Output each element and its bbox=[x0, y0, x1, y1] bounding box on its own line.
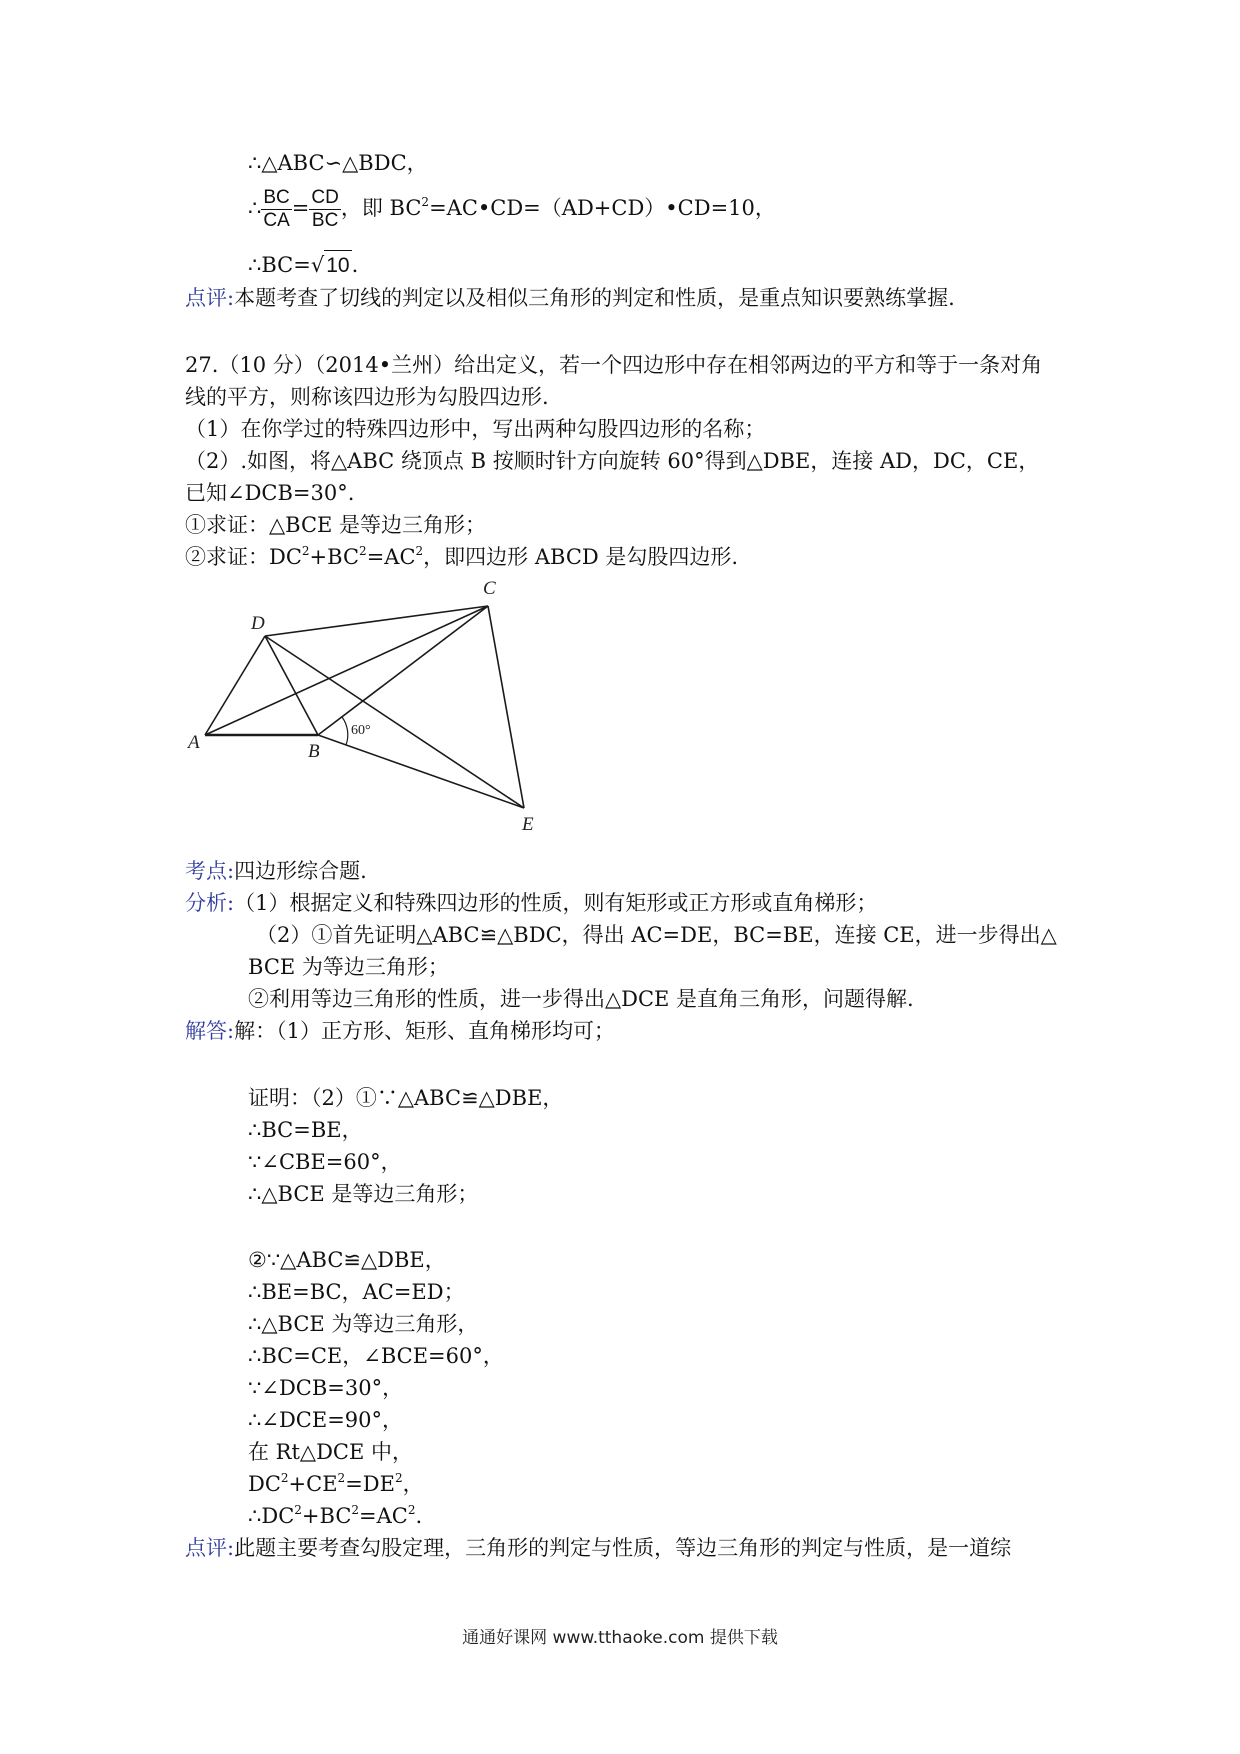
answer-line bbox=[185, 1016, 615, 1046]
task2-text: ②求证：DC bbox=[185, 545, 302, 569]
fraction-numerator: CD bbox=[311, 187, 339, 208]
bc-prefix: ∴BC=√ bbox=[248, 253, 325, 277]
problem-line-2: 线的平方，则称该四边形为勾股四边形. bbox=[185, 385, 549, 409]
fraction-bc-ca bbox=[261, 187, 291, 232]
problem-part-2: （2）.如图，将△ABC 绕顶点 B 按顺时针方向旋转 60°得到△DBE，连接 AD，DC，CE， bbox=[185, 449, 1040, 473]
therefore-symbol: ∴ bbox=[248, 196, 262, 220]
fraction-cd-bc bbox=[309, 187, 340, 232]
eq-part: ∴DC bbox=[248, 1504, 295, 1528]
problem-task-1: ①求证：△BCE 是等边三角形； bbox=[185, 513, 487, 537]
task2-text: =AC bbox=[366, 545, 416, 569]
ratio-text-rest: =AC•CD=（AD+CD）•CD=10， bbox=[429, 196, 776, 220]
eq-part: =DE bbox=[345, 1472, 395, 1496]
label-point-e: E bbox=[522, 814, 534, 830]
fraction-numerator: BC bbox=[263, 187, 290, 208]
angle-label: 60° bbox=[351, 723, 371, 738]
eq-part: DC bbox=[248, 1472, 281, 1496]
solution-line: 在 Rt△DCE 中， bbox=[248, 1440, 413, 1464]
label-point-c: C bbox=[483, 578, 496, 599]
segment-be bbox=[318, 735, 524, 808]
eq-part: ， bbox=[402, 1472, 424, 1496]
eq-part: +BC bbox=[301, 1504, 352, 1528]
geometry-figure bbox=[180, 570, 560, 830]
solution-line: ∴∠DCE=90°， bbox=[248, 1408, 404, 1432]
review-label: 点评: bbox=[185, 286, 235, 310]
superscript: 2 bbox=[337, 1471, 346, 1485]
superscript: 2 bbox=[394, 1471, 403, 1485]
answer-label: 解答: bbox=[185, 1019, 235, 1043]
segment-ad bbox=[205, 636, 265, 735]
solution-line-conclusion bbox=[248, 1501, 422, 1531]
review-line-2 bbox=[185, 1533, 1011, 1563]
period: . bbox=[351, 253, 359, 277]
topic-text: 四边形综合题. bbox=[234, 859, 367, 883]
solution-line: ∵∠CBE=60°， bbox=[248, 1150, 402, 1174]
proof-line-similar: ∴△ABC∽△BDC， bbox=[248, 151, 428, 175]
superscript: 2 bbox=[359, 544, 367, 558]
task2-text: ，即四边形 ABCD 是勾股四边形. bbox=[423, 545, 739, 569]
segment-ce bbox=[488, 606, 524, 808]
segment-de bbox=[265, 636, 524, 808]
superscript: 2 bbox=[294, 1503, 302, 1517]
analysis-label: 分析: bbox=[185, 891, 235, 915]
solution-line: 证明：（2）①∵△ABC≌△DBE， bbox=[248, 1086, 564, 1110]
solution-line: ∴△BCE 为等边三角形， bbox=[248, 1312, 479, 1336]
analysis-line-3: BCE 为等边三角形； bbox=[248, 955, 449, 979]
analysis-line-4: ②利用等边三角形的性质，进一步得出△DCE 是直角三角形，问题得解. bbox=[248, 987, 914, 1011]
superscript: 2 bbox=[415, 544, 424, 558]
superscript: 2 bbox=[280, 1471, 289, 1485]
proof-line-bc-value bbox=[248, 250, 358, 281]
superscript: 2 bbox=[301, 544, 310, 558]
superscript: 2 bbox=[421, 195, 430, 209]
solution-line: ∴BE=BC，AC=ED； bbox=[248, 1280, 465, 1304]
solution-line: ∴BC=CE，∠BCE=60°， bbox=[248, 1344, 504, 1368]
fraction-denominator: BC bbox=[311, 210, 339, 231]
eq-part: +CE bbox=[288, 1472, 338, 1496]
segment-db bbox=[265, 636, 318, 735]
problem-given: 已知∠DCB=30°. bbox=[185, 481, 355, 505]
superscript: 2 bbox=[351, 1503, 360, 1517]
review-label: 点评: bbox=[185, 1536, 235, 1560]
solution-line-pythagoras bbox=[248, 1469, 424, 1499]
eq-part: . bbox=[415, 1504, 423, 1528]
superscript: 2 bbox=[407, 1503, 416, 1517]
angle-arc bbox=[342, 717, 348, 745]
analysis-line-2: （2）①首先证明△ABC≌△BDC，得出 AC=DE，BC=BE，连接 CE，进一步得出△ bbox=[256, 923, 1057, 947]
topic-label: 考点: bbox=[185, 859, 235, 883]
problem-line-1: 27.（10 分）（2014•兰州）给出定义，若一个四边形中存在相邻两边的平方和等于一条对角 bbox=[185, 353, 1043, 377]
solution-line: ∴△BCE 是等边三角形； bbox=[248, 1182, 479, 1206]
task2-text: +BC bbox=[309, 545, 360, 569]
label-point-a: A bbox=[188, 732, 200, 753]
ratio-text: ，即 BC bbox=[340, 196, 422, 220]
solution-line: ②∵△ABC≌△DBE， bbox=[248, 1248, 446, 1272]
fraction-denominator: CA bbox=[263, 210, 290, 231]
sqrt-radicand: 10 bbox=[324, 250, 351, 281]
analysis-text: （1）根据定义和特殊四边形的性质，则有矩形或正方形或直角梯形； bbox=[234, 891, 878, 915]
label-point-d: D bbox=[251, 613, 265, 634]
problem-task-2 bbox=[185, 542, 738, 572]
solution-line: ∵∠DCB=30°， bbox=[248, 1376, 404, 1400]
answer-text: 解：（1）正方形、矩形、直角梯形均可； bbox=[234, 1019, 615, 1043]
problem-part-1: （1）在你学过的特殊四边形中，写出两种勾股四边形的名称； bbox=[185, 417, 766, 441]
analysis-line-1 bbox=[185, 888, 877, 918]
footer-watermark: 通通好课网 www.tthaoke.com 提供下载 bbox=[462, 1628, 778, 1648]
review-text: 本题考查了切线的判定以及相似三角形的判定和性质，是重点知识要熟练掌握. bbox=[234, 286, 955, 310]
review-line-1 bbox=[185, 283, 955, 313]
proof-line-ratio bbox=[248, 183, 776, 233]
topic-line bbox=[185, 856, 367, 886]
solution-line: ∴BC=BE， bbox=[248, 1118, 363, 1142]
review-text: 此题主要考查勾股定理，三角形的判定与性质，等边三角形的判定与性质，是一道综 bbox=[234, 1536, 1012, 1560]
eq-part: =AC bbox=[359, 1504, 408, 1528]
label-point-b: B bbox=[308, 741, 320, 762]
equals-sign: = bbox=[291, 196, 310, 220]
